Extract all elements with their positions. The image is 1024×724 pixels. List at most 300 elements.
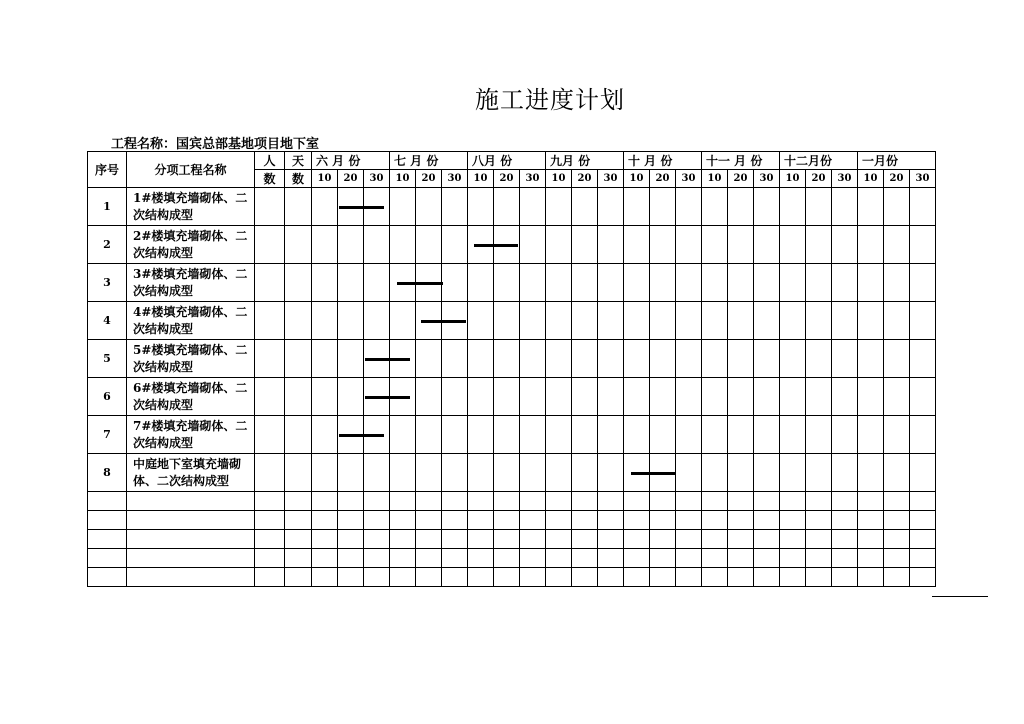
- empty-cell: [754, 549, 780, 568]
- empty-cell: [546, 568, 572, 587]
- schedule-cell: [255, 416, 285, 454]
- empty-cell: [390, 492, 416, 511]
- schedule-cell: [255, 264, 285, 302]
- empty-cell: [338, 492, 364, 511]
- empty-cell: [312, 530, 338, 549]
- empty-cell: [312, 511, 338, 530]
- empty-cell: [754, 511, 780, 530]
- empty-cell: [127, 549, 255, 568]
- task-name: 中庭地下室填充墙砌体、二次结构成型: [127, 454, 255, 492]
- empty-row: [88, 530, 936, 549]
- empty-cell: [255, 568, 285, 587]
- schedule-cell: [390, 226, 416, 264]
- schedule-cell: [806, 302, 832, 340]
- empty-cell: [520, 511, 546, 530]
- schedule-cell: [728, 416, 754, 454]
- schedule-cell: [546, 226, 572, 264]
- schedule-cell: [702, 302, 728, 340]
- schedule-cell: [910, 416, 936, 454]
- schedule-cell: [884, 264, 910, 302]
- empty-cell: [416, 530, 442, 549]
- empty-cell: [520, 549, 546, 568]
- schedule-cell: [312, 340, 338, 378]
- empty-cell: [364, 511, 390, 530]
- schedule-cell: [312, 416, 338, 454]
- empty-cell: [858, 549, 884, 568]
- empty-cell: [832, 530, 858, 549]
- empty-cell: [285, 530, 312, 549]
- schedule-cell: [832, 226, 858, 264]
- header-day-mark: 10: [312, 170, 338, 188]
- empty-cell: [884, 530, 910, 549]
- schedule-cell: [676, 302, 702, 340]
- empty-cell: [255, 549, 285, 568]
- schedule-cell: [572, 340, 598, 378]
- schedule-cell: [702, 454, 728, 492]
- schedule-cell: [598, 226, 624, 264]
- schedule-cell: [442, 264, 468, 302]
- table-row: [88, 188, 936, 226]
- gantt-bar: [474, 244, 518, 247]
- empty-cell: [910, 511, 936, 530]
- empty-cell: [624, 511, 650, 530]
- schedule-cell: [598, 454, 624, 492]
- empty-cell: [702, 549, 728, 568]
- schedule-cell: [468, 340, 494, 378]
- empty-cell: [546, 492, 572, 511]
- schedule-cell: [598, 378, 624, 416]
- header-day-mark: 30: [442, 170, 468, 188]
- empty-cell: [468, 530, 494, 549]
- empty-cell: [572, 511, 598, 530]
- header-day-mark: 10: [546, 170, 572, 188]
- schedule-cell: [312, 188, 338, 226]
- schedule-cell: [468, 416, 494, 454]
- schedule-cell: [806, 188, 832, 226]
- schedule-cell: [598, 340, 624, 378]
- schedule-cell: [546, 378, 572, 416]
- gantt-bar: [339, 206, 385, 209]
- empty-cell: [520, 530, 546, 549]
- schedule-cell: [468, 188, 494, 226]
- task-name: 2#楼填充墙砌体、二次结构成型: [127, 226, 255, 264]
- schedule-cell: [910, 340, 936, 378]
- empty-cell: [806, 530, 832, 549]
- header-day-mark: 20: [806, 170, 832, 188]
- schedule-cell: [255, 340, 285, 378]
- schedule-cell: [702, 416, 728, 454]
- gantt-bar: [365, 358, 411, 361]
- schedule-cell: [650, 302, 676, 340]
- table-row: [88, 264, 936, 302]
- schedule-cell: [702, 188, 728, 226]
- schedule-cell: [676, 264, 702, 302]
- empty-cell: [572, 530, 598, 549]
- schedule-cell: [624, 340, 650, 378]
- empty-cell: [728, 549, 754, 568]
- schedule-cell: [546, 454, 572, 492]
- row-index: 7: [88, 416, 127, 454]
- empty-cell: [728, 568, 754, 587]
- empty-cell: [780, 511, 806, 530]
- empty-cell: [598, 530, 624, 549]
- schedule-cell: [676, 416, 702, 454]
- row-index: 2: [88, 226, 127, 264]
- header-day-mark: 20: [650, 170, 676, 188]
- schedule-cell: [702, 264, 728, 302]
- header-day-mark: 30: [676, 170, 702, 188]
- header-month: 十 月 份: [624, 152, 702, 170]
- schedule-cell: [910, 378, 936, 416]
- empty-cell: [780, 549, 806, 568]
- schedule-cell: [364, 226, 390, 264]
- empty-cell: [442, 549, 468, 568]
- schedule-cell: [754, 416, 780, 454]
- empty-row: [88, 549, 936, 568]
- schedule-cell: [494, 188, 520, 226]
- schedule-cell: [728, 302, 754, 340]
- schedule-cell: [832, 302, 858, 340]
- schedule-cell: [338, 378, 364, 416]
- schedule-cell: [780, 378, 806, 416]
- empty-cell: [468, 549, 494, 568]
- schedule-cell: [416, 454, 442, 492]
- schedule-cell: [285, 378, 312, 416]
- schedule-cell: [520, 454, 546, 492]
- schedule-cell: [598, 264, 624, 302]
- schedule-cell: [884, 454, 910, 492]
- empty-cell: [624, 549, 650, 568]
- schedule-cell: [442, 378, 468, 416]
- empty-cell: [468, 568, 494, 587]
- schedule-cell: [416, 378, 442, 416]
- schedule-cell: [754, 340, 780, 378]
- task-name: 1#楼填充墙砌体、二次结构成型: [127, 188, 255, 226]
- schedule-cell: [910, 454, 936, 492]
- empty-cell: [520, 568, 546, 587]
- empty-cell: [312, 492, 338, 511]
- task-name: 7#楼填充墙砌体、二次结构成型: [127, 416, 255, 454]
- empty-cell: [806, 568, 832, 587]
- header-task: 分项工程名称: [127, 152, 255, 188]
- schedule-cell: [728, 378, 754, 416]
- schedule-cell: [728, 188, 754, 226]
- schedule-cell: [285, 226, 312, 264]
- empty-cell: [127, 568, 255, 587]
- schedule-cell: [910, 188, 936, 226]
- schedule-cell: [650, 226, 676, 264]
- schedule-cell: [780, 226, 806, 264]
- schedule-cell: [780, 340, 806, 378]
- page-title: 施工进度计划: [475, 86, 625, 114]
- schedule-cell: [728, 264, 754, 302]
- empty-cell: [546, 511, 572, 530]
- empty-cell: [255, 511, 285, 530]
- empty-cell: [806, 492, 832, 511]
- header-day-mark: 30: [754, 170, 780, 188]
- schedule-cell: [312, 378, 338, 416]
- empty-cell: [390, 511, 416, 530]
- schedule-cell: [285, 340, 312, 378]
- schedule-cell: [520, 378, 546, 416]
- gantt-bar: [421, 320, 467, 323]
- schedule-cell: [364, 454, 390, 492]
- empty-cell: [127, 530, 255, 549]
- schedule-cell: [910, 302, 936, 340]
- empty-cell: [702, 511, 728, 530]
- schedule-cell: [702, 378, 728, 416]
- schedule-cell: [806, 340, 832, 378]
- schedule-cell: [676, 226, 702, 264]
- schedule-cell: [338, 264, 364, 302]
- table-baseline-extension: [932, 596, 988, 597]
- empty-cell: [390, 568, 416, 587]
- task-name: 6#楼填充墙砌体、二次结构成型: [127, 378, 255, 416]
- schedule-cell: [676, 188, 702, 226]
- gantt-bar: [339, 434, 385, 437]
- schedule-cell: [728, 226, 754, 264]
- empty-cell: [598, 568, 624, 587]
- empty-cell: [858, 511, 884, 530]
- empty-cell: [255, 492, 285, 511]
- empty-cell: [832, 492, 858, 511]
- empty-cell: [390, 530, 416, 549]
- empty-cell: [494, 530, 520, 549]
- schedule-cell: [884, 378, 910, 416]
- empty-cell: [88, 549, 127, 568]
- empty-cell: [598, 549, 624, 568]
- empty-cell: [910, 492, 936, 511]
- empty-cell: [884, 549, 910, 568]
- empty-cell: [728, 492, 754, 511]
- empty-cell: [910, 549, 936, 568]
- schedule-cell: [546, 264, 572, 302]
- schedule-cell: [255, 226, 285, 264]
- header-row-months: [88, 152, 936, 170]
- schedule-cell: [884, 188, 910, 226]
- header-day-mark: 30: [832, 170, 858, 188]
- header-month: 十一 月 份: [702, 152, 780, 170]
- empty-cell: [884, 568, 910, 587]
- empty-cell: [598, 492, 624, 511]
- empty-cell: [442, 511, 468, 530]
- schedule-cell: [572, 302, 598, 340]
- empty-row: [88, 492, 936, 511]
- schedule-cell: [546, 340, 572, 378]
- header-day-mark: 30: [520, 170, 546, 188]
- header-month: 十二月份: [780, 152, 858, 170]
- table-row: [88, 302, 936, 340]
- empty-cell: [702, 492, 728, 511]
- schedule-cell: [494, 416, 520, 454]
- gantt-bar: [397, 282, 443, 285]
- empty-cell: [650, 568, 676, 587]
- empty-cell: [127, 492, 255, 511]
- empty-cell: [650, 492, 676, 511]
- empty-cell: [702, 568, 728, 587]
- table-row: [88, 340, 936, 378]
- header-day-mark: 30: [910, 170, 936, 188]
- schedule-cell: [832, 264, 858, 302]
- schedule-cell: [285, 454, 312, 492]
- schedule-cell: [255, 454, 285, 492]
- empty-cell: [910, 568, 936, 587]
- schedule-cell: [754, 454, 780, 492]
- empty-cell: [624, 568, 650, 587]
- schedule-cell: [546, 188, 572, 226]
- schedule-cell: [910, 226, 936, 264]
- empty-cell: [806, 511, 832, 530]
- empty-cell: [676, 549, 702, 568]
- empty-cell: [884, 492, 910, 511]
- schedule-cell: [442, 226, 468, 264]
- schedule-cell: [624, 264, 650, 302]
- empty-cell: [338, 549, 364, 568]
- empty-cell: [676, 530, 702, 549]
- schedule-cell: [338, 340, 364, 378]
- schedule-cell: [442, 416, 468, 454]
- empty-cell: [285, 511, 312, 530]
- schedule-cell: [780, 264, 806, 302]
- empty-cell: [88, 511, 127, 530]
- schedule-cell: [520, 302, 546, 340]
- schedule-cell: [624, 378, 650, 416]
- schedule-cell: [754, 264, 780, 302]
- schedule-cell: [468, 454, 494, 492]
- schedule-cell: [338, 226, 364, 264]
- header-day-mark: 10: [390, 170, 416, 188]
- empty-cell: [416, 492, 442, 511]
- empty-cell: [416, 568, 442, 587]
- schedule-cell: [780, 188, 806, 226]
- schedule-cell: [520, 416, 546, 454]
- schedule-cell: [754, 302, 780, 340]
- empty-cell: [312, 568, 338, 587]
- schedule-cell: [702, 340, 728, 378]
- schedule-cell: [572, 378, 598, 416]
- empty-cell: [754, 568, 780, 587]
- empty-cell: [676, 568, 702, 587]
- header-month: 六 月 份: [312, 152, 390, 170]
- header-day-mark: 30: [364, 170, 390, 188]
- empty-cell: [728, 530, 754, 549]
- empty-cell: [520, 492, 546, 511]
- schedule-cell: [285, 416, 312, 454]
- empty-cell: [676, 492, 702, 511]
- empty-cell: [494, 492, 520, 511]
- schedule-cell: [754, 226, 780, 264]
- table-row: [88, 416, 936, 454]
- schedule-cell: [546, 416, 572, 454]
- empty-cell: [546, 549, 572, 568]
- schedule-cell: [780, 454, 806, 492]
- schedule-cell: [832, 416, 858, 454]
- schedule-cell: [416, 226, 442, 264]
- schedule-cell: [806, 454, 832, 492]
- empty-cell: [442, 530, 468, 549]
- empty-cell: [88, 530, 127, 549]
- empty-cell: [442, 492, 468, 511]
- schedule-cell: [832, 340, 858, 378]
- schedule-cell: [285, 188, 312, 226]
- task-name: 4#楼填充墙砌体、二次结构成型: [127, 302, 255, 340]
- schedule-cell: [754, 188, 780, 226]
- schedule-cell: [858, 340, 884, 378]
- empty-cell: [624, 492, 650, 511]
- empty-cell: [858, 568, 884, 587]
- empty-cell: [546, 530, 572, 549]
- empty-cell: [910, 530, 936, 549]
- header-day-mark: 20: [494, 170, 520, 188]
- schedule-cell: [624, 188, 650, 226]
- empty-row: [88, 511, 936, 530]
- schedule-cell: [572, 454, 598, 492]
- empty-cell: [442, 568, 468, 587]
- schedule-cell: [285, 302, 312, 340]
- row-index: 5: [88, 340, 127, 378]
- empty-cell: [780, 568, 806, 587]
- empty-cell: [390, 549, 416, 568]
- schedule-cell: [650, 340, 676, 378]
- empty-cell: [624, 530, 650, 549]
- empty-cell: [312, 549, 338, 568]
- schedule-cell: [832, 378, 858, 416]
- header-day-mark: 30: [598, 170, 624, 188]
- schedule-cell: [676, 378, 702, 416]
- schedule-cell: [702, 226, 728, 264]
- empty-cell: [338, 568, 364, 587]
- empty-cell: [832, 549, 858, 568]
- empty-cell: [676, 511, 702, 530]
- schedule-cell: [312, 302, 338, 340]
- header-month: 八月 份: [468, 152, 546, 170]
- schedule-cell: [572, 226, 598, 264]
- schedule-cell: [442, 188, 468, 226]
- schedule-cell: [494, 340, 520, 378]
- schedule-cell: [494, 302, 520, 340]
- row-index: 3: [88, 264, 127, 302]
- empty-cell: [127, 511, 255, 530]
- schedule-cell: [624, 302, 650, 340]
- schedule-cell: [572, 416, 598, 454]
- schedule-cell: [806, 264, 832, 302]
- schedule-cell: [255, 188, 285, 226]
- schedule-cell: [806, 416, 832, 454]
- schedule-cell: [884, 302, 910, 340]
- empty-cell: [416, 549, 442, 568]
- schedule-cell: [338, 454, 364, 492]
- schedule-cell: [858, 416, 884, 454]
- schedule-cell: [520, 226, 546, 264]
- schedule-cell: [624, 416, 650, 454]
- schedule-cell: [832, 454, 858, 492]
- empty-cell: [598, 511, 624, 530]
- empty-cell: [754, 492, 780, 511]
- empty-cell: [364, 530, 390, 549]
- schedule-cell: [442, 454, 468, 492]
- empty-cell: [364, 549, 390, 568]
- header-day-mark: 10: [624, 170, 650, 188]
- row-index: 1: [88, 188, 127, 226]
- empty-cell: [338, 511, 364, 530]
- empty-cell: [858, 492, 884, 511]
- empty-cell: [832, 511, 858, 530]
- schedule-cell: [312, 264, 338, 302]
- empty-cell: [572, 568, 598, 587]
- row-index: 8: [88, 454, 127, 492]
- schedule-cell: [364, 264, 390, 302]
- empty-cell: [650, 511, 676, 530]
